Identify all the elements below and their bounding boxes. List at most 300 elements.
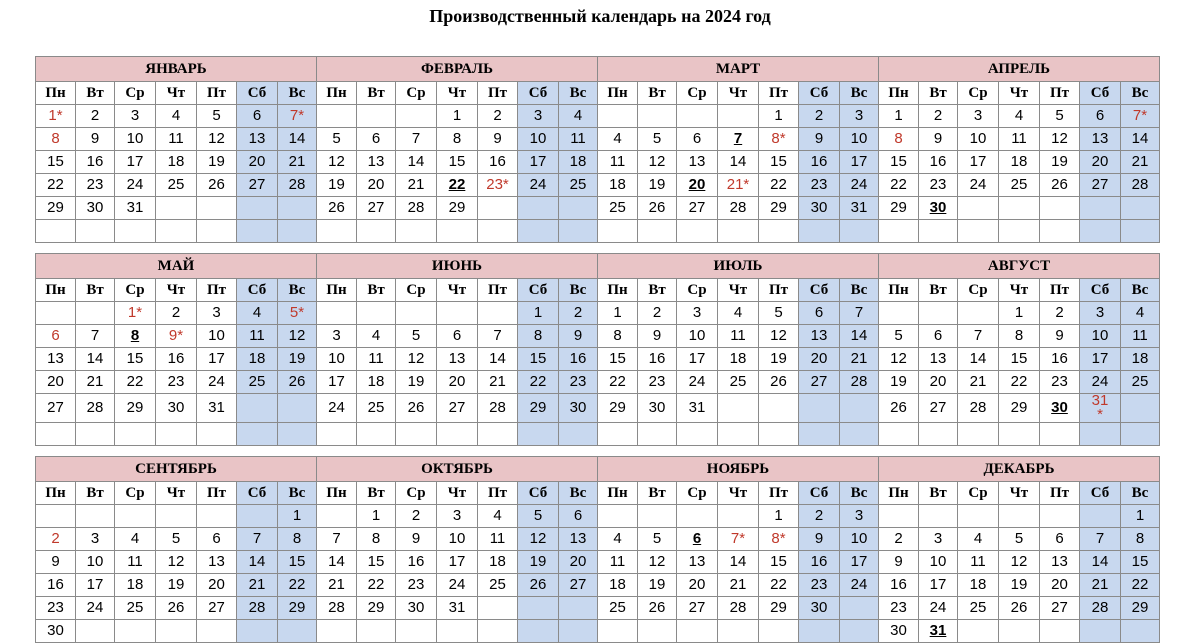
- day-number: 14: [86, 350, 104, 367]
- day-cell: [677, 528, 718, 551]
- day-cell: [518, 174, 559, 197]
- day-cell: [879, 325, 919, 348]
- day-number: 24: [1091, 373, 1109, 390]
- day-number: 5: [652, 530, 662, 547]
- weekday-header: Пн: [598, 279, 638, 302]
- day-cell: [518, 574, 559, 597]
- day-number: 7: [973, 327, 983, 344]
- day-cell: [1121, 528, 1160, 551]
- day-number: 27: [367, 199, 385, 216]
- day-cell: [76, 371, 115, 394]
- weekday-header: Вс: [559, 82, 598, 105]
- day-number: 17: [529, 153, 547, 170]
- day-cell: [919, 128, 958, 151]
- day-cell: [677, 551, 718, 574]
- day-number: 4: [613, 530, 622, 547]
- day-number: 16: [929, 153, 947, 170]
- weekday-header: Чт: [999, 82, 1040, 105]
- day-number: 8: [894, 130, 903, 147]
- weekday-header: Сб: [237, 482, 278, 505]
- weekday-header: Пн: [317, 82, 357, 105]
- weekday-header: Ср: [396, 482, 437, 505]
- day-cell: [759, 505, 799, 528]
- day-cell: [840, 197, 879, 220]
- day-number: 20: [1091, 153, 1109, 170]
- day-cell: [759, 151, 799, 174]
- day-cell: [799, 325, 840, 348]
- empty-cell: [718, 505, 759, 528]
- empty-cell: [958, 423, 999, 446]
- day-cell: [559, 551, 598, 574]
- empty-cell: [958, 302, 999, 325]
- day-number: 8*: [771, 530, 786, 547]
- day-cell: [437, 197, 478, 220]
- empty-cell: [437, 620, 478, 643]
- day-cell: [919, 574, 958, 597]
- weekday-header: Пт: [478, 482, 518, 505]
- day-number: 1: [371, 507, 381, 524]
- day-cell: [76, 151, 115, 174]
- day-cell: [759, 574, 799, 597]
- day-number: 21: [288, 153, 306, 170]
- empty-cell: [958, 220, 999, 243]
- day-number: 25: [489, 576, 506, 593]
- day-cell: [396, 574, 437, 597]
- day-cell: [799, 105, 840, 128]
- day-number: 15: [1010, 350, 1028, 367]
- day-cell: [677, 371, 718, 394]
- empty-cell: [1040, 197, 1080, 220]
- weekday-header: Пт: [197, 82, 237, 105]
- empty-cell: [278, 620, 317, 643]
- day-number: 9*: [168, 327, 184, 344]
- day-number: 28: [1131, 176, 1149, 193]
- day-number: 9: [411, 530, 421, 547]
- empty-cell: [840, 423, 879, 446]
- day-number: 2: [1055, 304, 1064, 321]
- day-number: 11: [730, 327, 746, 344]
- day-cell: [357, 325, 396, 348]
- weekday-header: Вт: [638, 82, 677, 105]
- day-number: 2: [652, 304, 662, 321]
- day-number: 18: [969, 576, 987, 593]
- weekday-header: Пн: [36, 279, 76, 302]
- month-names-row: [36, 254, 1160, 279]
- day-cell: [677, 302, 718, 325]
- empty-cell: [999, 505, 1040, 528]
- day-number: 26: [1010, 599, 1028, 616]
- empty-cell: [437, 302, 478, 325]
- day-cell: [317, 597, 357, 620]
- day-cell: [278, 574, 317, 597]
- day-number: 27: [47, 399, 64, 416]
- day-cell: [518, 302, 559, 325]
- day-number: 25: [167, 176, 185, 193]
- month-names-row: [36, 457, 1160, 482]
- day-number: 11: [249, 327, 265, 344]
- empty-cell: [115, 505, 156, 528]
- empty-cell: [919, 505, 958, 528]
- day-cell: [1121, 505, 1160, 528]
- day-number: 5: [774, 304, 783, 321]
- day-number: 15: [448, 153, 466, 170]
- day-number: 22: [367, 576, 385, 593]
- empty-cell: [1121, 620, 1160, 643]
- empty-cell: [518, 197, 559, 220]
- empty-cell: [478, 620, 518, 643]
- month-name: ДЕКАБРЬ: [879, 457, 1160, 482]
- day-number: 4: [130, 530, 140, 547]
- day-number: 15: [1131, 553, 1149, 570]
- day-cell: [958, 394, 999, 423]
- day-cell: [1040, 597, 1080, 620]
- weekday-header: Пн: [36, 482, 76, 505]
- day-number: 13: [688, 153, 706, 170]
- day-number: 15: [288, 553, 306, 570]
- day-cell: [1121, 105, 1160, 128]
- day-number: 12: [167, 553, 185, 570]
- day-number: 12: [648, 153, 666, 170]
- day-number: 11: [970, 553, 986, 570]
- day-cell: [518, 325, 559, 348]
- empty-cell: [840, 597, 879, 620]
- day-number: 24: [328, 399, 345, 416]
- day-number: 17: [328, 373, 345, 390]
- day-number: 1: [894, 107, 903, 124]
- weekday-header: Вт: [919, 482, 958, 505]
- day-number: 3: [854, 107, 864, 124]
- day-cell: [115, 325, 156, 348]
- empty-cell: [759, 220, 799, 243]
- day-cell: [437, 394, 478, 423]
- weekday-header: Чт: [718, 82, 759, 105]
- day-cell: [237, 528, 278, 551]
- day-cell: [518, 151, 559, 174]
- weekday-header: Ср: [396, 82, 437, 105]
- weekday-header: Сб: [1080, 279, 1121, 302]
- day-cell: [317, 348, 357, 371]
- day-number: 25: [609, 199, 626, 216]
- day-cell: [1080, 528, 1121, 551]
- day-cell: [919, 528, 958, 551]
- weekday-header: Сб: [799, 82, 840, 105]
- day-cell: [237, 151, 278, 174]
- day-number: 28: [1091, 599, 1109, 616]
- day-number: 4: [493, 507, 502, 524]
- day-cell: [999, 174, 1040, 197]
- day-cell: [840, 528, 879, 551]
- day-number: 19: [167, 576, 185, 593]
- day-cell: [999, 574, 1040, 597]
- day-number: 21: [850, 350, 868, 367]
- weekday-header: Пн: [598, 482, 638, 505]
- day-number: 15: [770, 153, 787, 170]
- day-cell: [156, 105, 197, 128]
- day-number: 18: [489, 553, 506, 570]
- day-cell: [559, 371, 598, 394]
- day-number: 28: [407, 199, 425, 216]
- empty-cell: [999, 620, 1040, 643]
- day-cell: [278, 174, 317, 197]
- empty-cell: [518, 423, 559, 446]
- day-number: 11: [368, 350, 384, 367]
- day-cell: [1121, 128, 1160, 151]
- day-cell: [478, 348, 518, 371]
- empty-cell: [677, 220, 718, 243]
- day-number: 3: [130, 107, 140, 124]
- day-cell: [115, 128, 156, 151]
- weekday-header: Чт: [718, 482, 759, 505]
- day-cell: [958, 551, 999, 574]
- empty-cell: [76, 302, 115, 325]
- weekday-header: Ср: [958, 482, 999, 505]
- day-number: 29: [288, 599, 306, 616]
- empty-cell: [638, 105, 677, 128]
- day-cell: [115, 197, 156, 220]
- day-number: 26: [529, 576, 547, 593]
- day-number: 18: [248, 350, 266, 367]
- day-number: 9: [814, 130, 824, 147]
- day-number: 25: [1131, 373, 1149, 390]
- empty-cell: [197, 197, 237, 220]
- day-number: 22: [448, 176, 466, 193]
- day-number: 22: [126, 373, 144, 390]
- day-number: 29: [47, 199, 64, 216]
- day-cell: [76, 394, 115, 423]
- day-number: 18: [1010, 153, 1028, 170]
- day-number: 4: [973, 530, 983, 547]
- day-cell: [156, 128, 197, 151]
- day-number: 9: [90, 130, 100, 147]
- empty-cell: [478, 423, 518, 446]
- weekday-header: Чт: [156, 279, 197, 302]
- day-number: 20: [929, 373, 947, 390]
- day-cell: [718, 151, 759, 174]
- day-number: 11: [609, 153, 626, 170]
- day-cell: [799, 574, 840, 597]
- day-cell: [36, 620, 76, 643]
- empty-cell: [999, 423, 1040, 446]
- day-cell: [478, 174, 518, 197]
- day-number: 6: [933, 327, 943, 344]
- day-cell: [437, 151, 478, 174]
- day-number: 1: [452, 107, 462, 124]
- empty-cell: [799, 394, 840, 423]
- day-cell: [317, 151, 357, 174]
- day-cell: [638, 174, 677, 197]
- day-number: 20: [208, 576, 225, 593]
- day-cell: [879, 128, 919, 151]
- weekday-header: Пн: [317, 482, 357, 505]
- day-number: 15: [890, 153, 907, 170]
- day-number: 8: [292, 530, 302, 547]
- weekday-header: Чт: [718, 279, 759, 302]
- day-number: 2: [411, 507, 421, 524]
- day-number: 23: [1051, 373, 1068, 390]
- empty-cell: [317, 620, 357, 643]
- empty-cell: [718, 423, 759, 446]
- day-cell: [799, 597, 840, 620]
- day-number: 1*: [48, 107, 63, 124]
- day-cell: [718, 597, 759, 620]
- empty-cell: [478, 197, 518, 220]
- day-number: 13: [248, 130, 266, 147]
- empty-cell: [36, 302, 76, 325]
- day-cell: [156, 394, 197, 423]
- day-cell: [638, 128, 677, 151]
- day-number: 13: [810, 327, 828, 344]
- day-number: 17: [850, 553, 868, 570]
- empty-cell: [1121, 423, 1160, 446]
- day-number: 24: [688, 373, 706, 390]
- day-cell: [598, 348, 638, 371]
- day-number: 8: [371, 530, 381, 547]
- day-number: 17: [688, 350, 706, 367]
- empty-cell: [237, 423, 278, 446]
- day-number: 23: [47, 599, 64, 616]
- day-number: 14: [729, 153, 747, 170]
- empty-cell: [156, 197, 197, 220]
- day-number: 9: [493, 130, 502, 147]
- day-cell: [799, 174, 840, 197]
- empty-cell: [718, 394, 759, 423]
- day-cell: [919, 325, 958, 348]
- weekday-header: Сб: [518, 82, 559, 105]
- day-cell: [919, 551, 958, 574]
- block-spacer: [36, 446, 1160, 457]
- day-number: 21: [1131, 153, 1149, 170]
- day-cell: [799, 528, 840, 551]
- day-number: 23: [648, 373, 666, 390]
- day-cell: [958, 528, 999, 551]
- day-number: 2: [171, 304, 181, 321]
- weekday-header: Сб: [1080, 482, 1121, 505]
- day-number: 18: [729, 350, 747, 367]
- day-cell: [1080, 597, 1121, 620]
- day-cell: [638, 151, 677, 174]
- weekday-header: Сб: [799, 482, 840, 505]
- day-cell: [559, 302, 598, 325]
- month-name: ОКТЯБРЬ: [317, 457, 598, 482]
- empty-cell: [677, 620, 718, 643]
- day-cell: [1080, 348, 1121, 371]
- day-cell: [1040, 348, 1080, 371]
- day-cell: [317, 128, 357, 151]
- day-cell: [919, 174, 958, 197]
- weekday-header: Вт: [76, 82, 115, 105]
- day-cell: [958, 151, 999, 174]
- empty-cell: [840, 220, 879, 243]
- day-cell: [115, 551, 156, 574]
- day-number: 10: [529, 130, 547, 147]
- day-number: 13: [448, 350, 466, 367]
- day-number: 5: [533, 507, 543, 524]
- day-cell: [919, 394, 958, 423]
- day-number: 26: [648, 599, 666, 616]
- weekday-header: Вт: [919, 82, 958, 105]
- day-number: 24: [850, 576, 868, 593]
- day-cell: [879, 528, 919, 551]
- day-cell: [478, 394, 518, 423]
- day-cell: [115, 105, 156, 128]
- empty-cell: [278, 220, 317, 243]
- day-number: 27: [569, 576, 587, 593]
- day-cell: [559, 105, 598, 128]
- day-cell: [237, 574, 278, 597]
- empty-cell: [559, 620, 598, 643]
- day-cell: [115, 574, 156, 597]
- day-number: 19: [770, 350, 787, 367]
- day-cell: [278, 325, 317, 348]
- day-number: 18: [167, 153, 185, 170]
- day-cell: [36, 371, 76, 394]
- day-number: 12: [648, 553, 666, 570]
- empty-cell: [999, 220, 1040, 243]
- weekday-header: Вт: [919, 279, 958, 302]
- empty-cell: [36, 505, 76, 528]
- day-number: 1: [613, 304, 622, 321]
- day-number: 31: [850, 199, 868, 216]
- empty-cell: [237, 394, 278, 423]
- empty-cell: [156, 423, 197, 446]
- day-cell: [36, 348, 76, 371]
- empty-cell: [919, 423, 958, 446]
- empty-cell: [237, 197, 278, 220]
- day-cell: [759, 325, 799, 348]
- day-cell: [197, 597, 237, 620]
- day-cell: [1080, 371, 1121, 394]
- empty-cell: [799, 220, 840, 243]
- day-number: 15: [609, 350, 626, 367]
- day-cell: [237, 348, 278, 371]
- weekday-header: Вс: [559, 279, 598, 302]
- weekday-header: Вт: [638, 482, 677, 505]
- empty-cell: [999, 197, 1040, 220]
- day-number: 8: [1014, 327, 1024, 344]
- day-number: 26: [208, 176, 225, 193]
- day-number: 23: [407, 576, 425, 593]
- empty-cell: [357, 220, 396, 243]
- day-cell: [518, 371, 559, 394]
- day-cell: [879, 574, 919, 597]
- day-cell: [638, 302, 677, 325]
- day-number: 3: [90, 530, 100, 547]
- day-number: 31: [126, 199, 144, 216]
- empty-cell: [197, 620, 237, 643]
- day-cell: [237, 302, 278, 325]
- empty-cell: [36, 423, 76, 446]
- empty-cell: [518, 620, 559, 643]
- empty-cell: [76, 620, 115, 643]
- day-cell: [36, 105, 76, 128]
- month-name: СЕНТЯБРЬ: [36, 457, 317, 482]
- day-cell: [638, 528, 677, 551]
- day-cell: [437, 574, 478, 597]
- day-number: 7: [854, 304, 864, 321]
- day-cell: [156, 151, 197, 174]
- day-cell: [598, 371, 638, 394]
- day-number: 22: [288, 576, 306, 593]
- day-number: 12: [1051, 130, 1068, 147]
- day-cell: [1080, 551, 1121, 574]
- day-number: 28: [328, 599, 345, 616]
- day-number: 24: [208, 373, 225, 390]
- day-number: 12: [328, 153, 345, 170]
- day-number: 2: [90, 107, 100, 124]
- day-cell: [759, 551, 799, 574]
- day-number: 30: [929, 199, 947, 216]
- weekday-header: Ср: [958, 82, 999, 105]
